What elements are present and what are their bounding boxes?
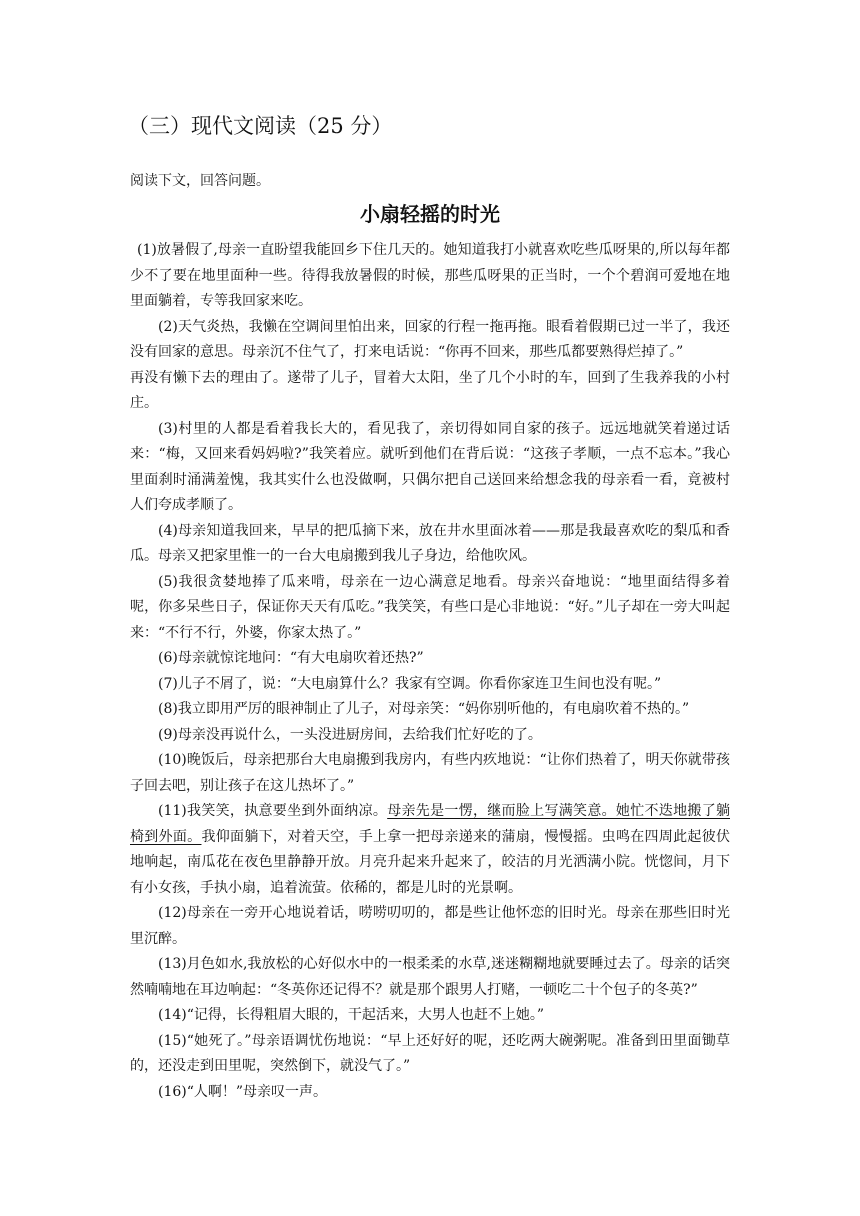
paragraph-11-rest: 我仰面躺下，对着天空，手上拿一把母亲递来的蒲扇，慢慢摇。虫鸣在四周此起彼伏地响起，南瓜花在夜色里静静开放。月亮升起来升起来了，皎洁的月光洒满小院。恍惚间，月下有小女孩，手执小扇，追着流萤。依稀的，都是儿时的光景啊。 bbox=[130, 828, 731, 896]
paragraph-7: (7)儿子不屑了，说：“大电扇算什么？我家有空调。你看你家连卫生间也没有呢。” bbox=[158, 675, 662, 692]
paragraph-14: (14)“记得，长得粗眉大眼的，干起活来，大男人也赶不上她。” bbox=[158, 1007, 545, 1023]
paragraph-11 bbox=[130, 799, 730, 901]
paragraph-1: (1)放暑假了,母亲一直盼望我能回乡下住几天的。她知道我打小就喜欢吃些瓜呀果的,所以每年都少不了要在地里面种一些。待得我放暑假的时候，那些瓜呀果的正当时，一个个碧润可爱地在地里面躺着，专等我回家来吃。 bbox=[130, 242, 730, 309]
paragraph-4: (4)母亲知道我回来，早早的把瓜摘下来，放在井水里面冰着——那是我最喜欢吃的梨瓜和香瓜。母亲又把家里惟一的一台大电扇搬到我儿子身边，给他吹风。 bbox=[130, 522, 730, 564]
section-heading: （三）现代文阅读（25 分） bbox=[128, 114, 393, 138]
paragraph-12: (12)母亲在一旁开心地说着话，唠唠叨叨的，都是些让他怀恋的旧时光。母亲在那些旧时光里沉醉。 bbox=[130, 905, 730, 947]
paragraph-13: (13)月色如水,我放松的心好似水中的一根柔柔的水草,迷迷糊糊地就要睡过去了。母亲的话突然喃喃地在耳边响起：“冬英你还记得不？就是那个跟男人打赌，一顿吃二十个包子的冬英?” bbox=[130, 956, 730, 998]
underlined-sentence: 母亲先是一愣，继而脸上写满笑意。她忙不迭地搬了躺椅到外面。 bbox=[130, 803, 730, 845]
article-body bbox=[130, 238, 730, 1105]
paragraph-5: (5)我很贪婪地捧了瓜来啃，母亲在一边心满意足地看。母亲兴奋地说：“地里面结得多着呢，你多呆些日子，保证你天天有瓜吃。”我笑笑，有些口是心非地说：“好。”儿子却在一旁大叫起来：“不行不行，外婆，你家太热了。” bbox=[130, 573, 730, 641]
paragraph-9: (9)母亲没再说什么，一头没进厨房间，去给我们忙好吃的了。 bbox=[158, 726, 542, 743]
paragraph-15: (15)“她死了。”母亲语调忧伤地说：“早上还好好的呢，还吃两大碗粥呢。准备到田里面锄草的，还没走到田里呢，突然倒下，就没气了。” bbox=[130, 1032, 730, 1074]
paragraph-2: (2)天气炎热，我懒在空调间里怕出来，回家的行程一拖再拖。眼看着假期已过一半了，我还没有回家的意思。母亲沉不住气了，打来电话说：“你再不回来，那些瓜都要熟得烂掉了。” bbox=[130, 318, 730, 360]
paragraph-3: (3)村里的人都是看着我长大的，看见我了，亲切得如同自家的孩子。远远地就笑着递过话来：“梅，又回来看妈妈啦?”我笑着应。就听到他们在背后说：“这孩子孝顺，一点不忘本。”我心里面刹时涌满羞愧，我其实什么也没做啊，只偶尔把自己送回来给想念我的母亲看一看，竟被村人们夸成孝顺了。 bbox=[130, 420, 730, 513]
paragraph-16: (16)“人啊！”母亲叹一声。 bbox=[158, 1083, 328, 1100]
paragraph-10: (10)晚饭后，母亲把那台大电扇搬到我房内，有些内疚地说：“让你们热着了，明天你就带孩子回去吧，别让孩子在这儿热坏了。” bbox=[130, 752, 730, 794]
paragraph-6: (6)母亲就惊诧地问：“有大电扇吹着还热?” bbox=[158, 650, 424, 666]
article-title: 小扇轻摇的时光 bbox=[360, 202, 500, 226]
paragraph-11-start: (11)我笑笑，执意要坐到外面纳凉。 bbox=[158, 803, 388, 819]
paragraph-2-continued: 再没有懒下去的理由了。遂带了儿子，冒着大太阳，坐了几个小时的车，回到了生我养我的小村庄。 bbox=[130, 369, 730, 411]
reading-instruction: 阅读下文，回答问题。 bbox=[130, 173, 270, 189]
paragraph-8: (8)我立即用严厉的眼神制止了儿子，对母亲笑：“妈你别听他的，有电扇吹着不热的。” bbox=[158, 701, 690, 717]
